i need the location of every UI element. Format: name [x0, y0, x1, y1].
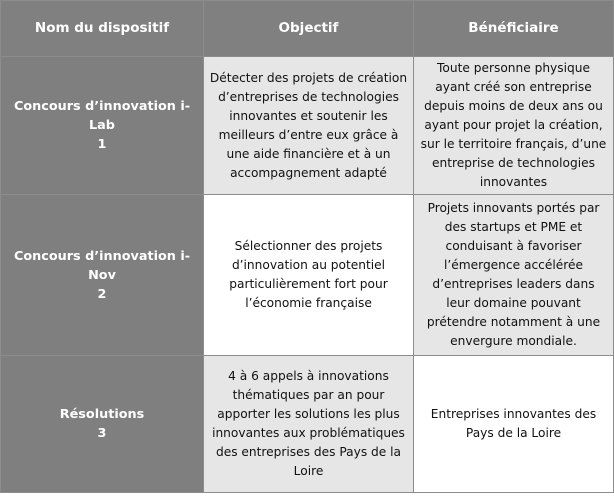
row-name: Concours d’innovation i-Lab: [13, 99, 191, 133]
row-name: Résolutions: [59, 407, 145, 422]
row-objective: 4 à 6 appels à innovations thématiques par an pour apporter les solutions les plus innovantes aux problématiques des entreprises des Pays de la Loire: [204, 356, 414, 493]
row-number: 1: [97, 137, 107, 152]
row-number: 3: [97, 426, 107, 441]
row-name-cell: [1, 356, 204, 493]
row-objective: Sélectionner des projets d’innovation au potentiel particulièrement fort pour l’économie française: [204, 195, 414, 356]
row-number: 2: [97, 286, 107, 302]
header-beneficiaire: Bénéficiaire: [414, 1, 614, 57]
header-objectif: Objectif: [204, 1, 414, 57]
row-name: Concours d’innovation i-Nov: [13, 248, 191, 283]
row-objective: Détecter des projets de création d’entreprises de technologies innovantes et soutenir les meilleurs d’entre eux grâce à une aide financière et à un accompagnement adapté: [204, 57, 414, 195]
header-row: [1, 1, 614, 57]
table-row: [1, 356, 614, 493]
table-row: [1, 57, 614, 195]
row-beneficiary: Toute personne physique ayant créé son entreprise depuis moins de deux ans ou ayant pour projet la création, sur le territoire français, d’une entreprise de technologies innovantes: [414, 57, 614, 195]
table-row: [1, 195, 614, 356]
row-name-cell: [1, 57, 204, 195]
row-beneficiary: Entreprises innovantes des Pays de la Loire: [414, 356, 614, 493]
row-name-cell: [1, 195, 204, 356]
header-nom-du-dispositif: Nom du dispositif: [1, 1, 204, 57]
row-beneficiary: Projets innovants portés par des startups et PME et conduisant à favoriser l’émergence accélérée d’entreprises leaders dans leur domaine pouvant prétendre notamment à une envergure mondiale.: [414, 195, 614, 356]
